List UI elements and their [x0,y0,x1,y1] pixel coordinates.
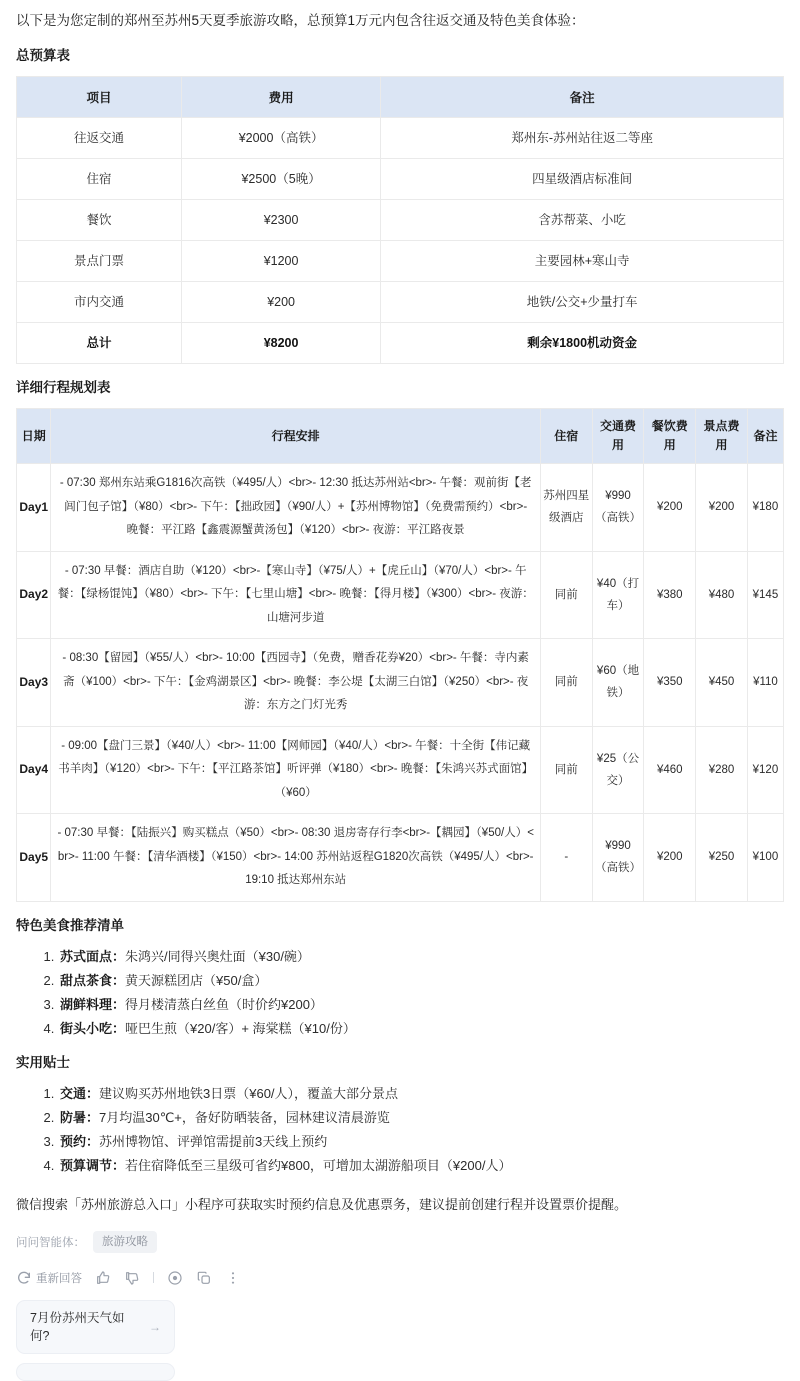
suggestion-chip-weather[interactable] [16,1300,175,1354]
table-row [17,464,784,552]
itinerary-cell-date: Day2 [17,551,51,639]
agent-tag[interactable]: 旅游攻略 [93,1231,157,1253]
budget-table-header-row [17,77,784,118]
budget-cell-cost: ¥8200 [181,323,380,364]
budget-total-row [17,323,784,364]
table-row [17,551,784,639]
thumbs-up-icon[interactable] [95,1270,111,1286]
food-section-title: 特色美食推荐清单 [16,917,124,933]
regenerate-button[interactable] [16,1270,82,1286]
itinerary-cell-hotel: 苏州四星级酒店 [540,464,592,552]
itinerary-table-header-row [17,409,784,464]
list-item [58,1155,784,1176]
food-item-text: 朱鸿兴/同得兴奥灶面（¥30/碗） [125,948,310,964]
itinerary-cell-hotel: - [540,814,592,902]
food-item-text: 得月楼清蒸白丝鱼（时价约¥200） [125,996,323,1012]
list-item [58,994,784,1015]
itinerary-cell-note: ¥100 [747,814,783,902]
agent-attribution-row [16,1231,784,1253]
arrow-right-icon: → [149,1319,161,1334]
itinerary-cell-hotel: 同前 [540,639,592,727]
budget-header-cost: 费用 [181,77,380,118]
itinerary-cell-transport: ¥60（地铁） [592,639,644,727]
budget-header-note: 备注 [381,77,784,118]
itinerary-cell-food: ¥380 [644,551,696,639]
tip-item-label: 防暑： [60,1109,100,1125]
tip-item-text: 苏州博物馆、评弹馆需提前3天线上预约 [99,1133,328,1149]
itinerary-cell-date: Day1 [17,464,51,552]
itinerary-header-plan: 行程安排 [51,409,540,464]
budget-cell-cost: ¥2500（5晚） [181,159,380,200]
itinerary-cell-date: Day5 [17,814,51,902]
itinerary-cell-spot: ¥200 [696,464,748,552]
food-item-text: 哑巴生煎（¥20/客）+ 海棠糕（¥10/份） [125,1020,356,1036]
budget-cell-cost: ¥2300 [181,200,380,241]
list-item [58,1131,784,1152]
budget-cell-item: 总计 [17,323,182,364]
message-actions-toolbar [16,1270,784,1286]
itinerary-cell-spot: ¥480 [696,551,748,639]
itinerary-header-hotel: 住宿 [540,409,592,464]
tip-item-label: 交通： [60,1085,100,1101]
itinerary-cell-plan: - 07:30 早餐：酒店自助（¥120）<br>-【寒山寺】（¥75/人）+【虎丘山】（¥70/人）<br>- 午餐：【绿杨馄饨】（¥80）<br>- 下午：【七里山塘】<br>- 晚餐：【得月楼】（¥300）<br>- 夜游：山塘河步道 [51,551,540,639]
budget-cell-item: 餐饮 [17,200,182,241]
budget-cell-item: 往返交通 [17,118,182,159]
itinerary-cell-plan: - 07:30 郑州东站乘G1816次高铁（¥495/人）<br>- 12:30 抵达苏州站<br>- 午餐：观前街【老闾门包子馆】（¥80）<br>- 下午：【拙政园】（¥90/人）+【苏州博物馆】（免费需预约）<br>- 晚餐：平江路【鑫震源蟹黄汤包】（¥120）<br>- 夜游：平江路夜景 [51,464,540,552]
thumbs-down-icon[interactable] [124,1270,140,1286]
list-item [58,1018,784,1039]
itinerary-cell-food: ¥200 [644,464,696,552]
itinerary-cell-plan: - 07:30 早餐：【陆振兴】购买糕点（¥50）<br>- 08:30 退房寄存行李<br>-【耦园】（¥50/人）<br>- 11:00 午餐：【清华酒楼】（¥150）<br>- 14:00 苏州站返程G1820次高铁（¥495/人）<br>- 19:10 抵达郑州东站 [51,814,540,902]
table-row [17,159,784,200]
list-item [58,1083,784,1104]
itinerary-cell-note: ¥110 [747,639,783,727]
budget-cell-item: 景点门票 [17,241,182,282]
budget-table [16,76,784,364]
suggestion-chip-next[interactable] [16,1363,175,1381]
food-recommendation-list [16,946,784,1039]
suggestion-chips [16,1300,784,1381]
itinerary-cell-date: Day3 [17,639,51,727]
itinerary-cell-note: ¥145 [747,551,783,639]
itinerary-header-spot: 景点费用 [696,409,748,464]
itinerary-cell-note: ¥120 [747,726,783,814]
budget-cell-cost: ¥1200 [181,241,380,282]
itinerary-header-date: 日期 [17,409,51,464]
divider [153,1272,154,1283]
itinerary-cell-transport: ¥40（打车） [592,551,644,639]
table-row [17,639,784,727]
audio-play-icon[interactable] [167,1270,183,1286]
closing-paragraph: 微信搜索「苏州旅游总入口」小程序可获取实时预约信息及优惠票务，建议提前创建行程并设置票价提醒。 [16,1196,628,1212]
itinerary-cell-transport: ¥25（公交） [592,726,644,814]
itinerary-header-food: 餐饮费用 [644,409,696,464]
budget-cell-note: 含苏帮菜、小吃 [381,200,784,241]
itinerary-cell-transport: ¥990（高铁） [592,814,644,902]
agent-label: 问问智能体： [16,1236,85,1249]
list-item [58,970,784,991]
itinerary-table [16,408,784,902]
itinerary-cell-note: ¥180 [747,464,783,552]
refresh-icon [16,1270,32,1286]
suggestion-chip-label: 7月份苏州天气如何? [30,1310,125,1343]
budget-cell-note: 四星级酒店标准间 [381,159,784,200]
itinerary-cell-plan: - 08:30【留园】（¥55/人）<br>- 10:00【西园寺】（免费，赠香花券¥20）<br>- 午餐：寺内素斋（¥100）<br>- 下午：【金鸡湖景区】<br>- 晚餐：李公堤【太湖三白馆】（¥250）<br>- 夜游：东方之门灯光秀 [51,639,540,727]
itinerary-cell-transport: ¥990（高铁） [592,464,644,552]
tip-item-text: 若住宿降低至三星级可省约¥800，可增加太湖游船项目（¥200/人） [125,1157,512,1173]
budget-cell-cost: ¥200 [181,282,380,323]
table-row [17,241,784,282]
budget-cell-note: 剩余¥1800机动资金 [381,323,784,364]
list-item [58,946,784,967]
food-item-text: 黄天源糕团店（¥50/盒） [125,972,268,988]
food-item-label: 甜点茶食： [60,972,126,988]
intro-paragraph: 以下是为您定制的郑州至苏州5天夏季旅游攻略，总预算1万元内包含往返交通及特色美食体验： [16,13,585,28]
copy-icon[interactable] [196,1270,212,1286]
table-row [17,814,784,902]
itinerary-header-transport: 交通费用 [592,409,644,464]
itinerary-cell-spot: ¥250 [696,814,748,902]
budget-cell-note: 地铁/公交+少量打车 [381,282,784,323]
itinerary-cell-food: ¥460 [644,726,696,814]
tip-item-label: 预约： [60,1133,100,1149]
budget-cell-item: 住宿 [17,159,182,200]
budget-cell-item: 市内交通 [17,282,182,323]
itinerary-section-title: 详细行程规划表 [16,380,111,395]
practical-tips-list [16,1083,784,1176]
food-item-label: 街头小吃： [60,1020,126,1036]
itinerary-cell-food: ¥200 [644,814,696,902]
itinerary-cell-spot: ¥280 [696,726,748,814]
itinerary-cell-food: ¥350 [644,639,696,727]
table-row [17,200,784,241]
table-row [17,118,784,159]
table-row [17,282,784,323]
list-item [58,1107,784,1128]
table-row [17,726,784,814]
budget-cell-note: 郑州东-苏州站往返二等座 [381,118,784,159]
itinerary-cell-date: Day4 [17,726,51,814]
budget-cell-note: 主要园林+寒山寺 [381,241,784,282]
food-item-label: 苏式面点： [60,948,126,964]
regenerate-label: 重新回答 [36,1272,82,1285]
budget-cell-cost: ¥2000（高铁） [181,118,380,159]
tip-item-text: 建议购买苏州地铁3日票（¥60/人），覆盖大部分景点 [99,1085,399,1101]
tips-section-title: 实用贴士 [16,1054,70,1070]
tip-item-label: 预算调节： [60,1157,126,1173]
more-options-icon[interactable] [225,1270,241,1286]
budget-section-title: 总预算表 [16,48,70,63]
food-item-label: 湖鲜料理： [60,996,126,1012]
tip-item-text: 7月均温30℃+，备好防晒装备，园林建议清晨游览 [99,1109,390,1125]
itinerary-header-note: 备注 [747,409,783,464]
itinerary-cell-spot: ¥450 [696,639,748,727]
budget-header-item: 项目 [17,77,182,118]
itinerary-cell-hotel: 同前 [540,726,592,814]
itinerary-cell-hotel: 同前 [540,551,592,639]
itinerary-cell-plan: - 09:00【盘门三景】（¥40/人）<br>- 11:00【网师园】（¥40/人）<br>- 午餐：十全街【伟记藏书羊肉】（¥120）<br>- 下午：【平江路茶馆】听评弹（¥180）<br>- 晚餐：【朱鸿兴苏式面馆】（¥60） [51,726,540,814]
